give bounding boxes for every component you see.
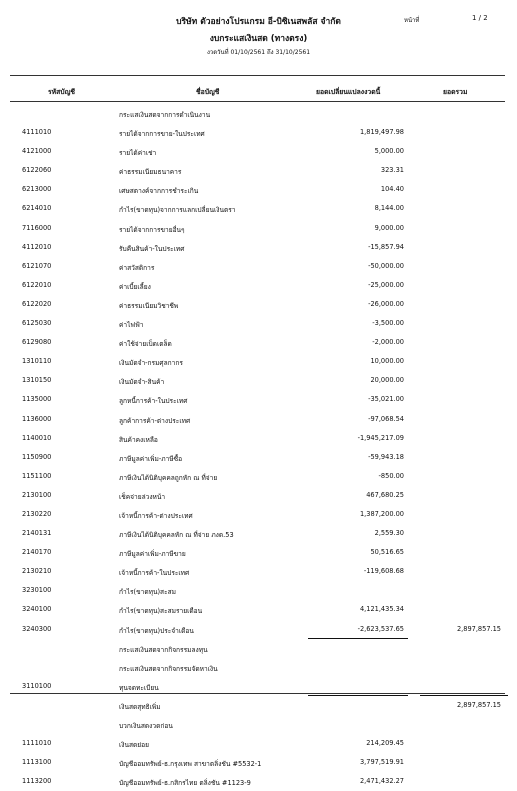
account-name: ภาษีเงินได้นิติบุคคลถูกหัก ณ ที่จ่าย bbox=[119, 473, 218, 482]
table-row bbox=[0, 467, 517, 486]
account-code: 6129080 bbox=[22, 338, 52, 347]
period-change-amount: -850.00 bbox=[378, 471, 404, 480]
period-change-amount: 1,819,497.98 bbox=[359, 128, 404, 137]
account-code: 1113100 bbox=[22, 758, 52, 767]
period-change-amount: 214,209.45 bbox=[366, 739, 404, 748]
table-row bbox=[0, 715, 517, 734]
table-row bbox=[0, 238, 517, 257]
account-code: 4111010 bbox=[22, 128, 52, 137]
account-name: กำไร(ขาดทุน)จากการแลกเปลี่ยนเงินตรา bbox=[119, 206, 236, 215]
account-name: เงินมัดจำ-สินค้า bbox=[119, 378, 165, 387]
account-name: ทุนจดทะเบียน bbox=[119, 683, 159, 692]
period-change-amount: 2,559.30 bbox=[374, 529, 404, 538]
account-code: 1113200 bbox=[22, 777, 52, 786]
account-code: 6125030 bbox=[22, 319, 52, 328]
account-code: 6213000 bbox=[22, 185, 52, 194]
account-name: รายได้จากการขาย-ในประเทศ bbox=[119, 130, 205, 139]
account-code: 1151100 bbox=[22, 471, 52, 480]
period-change-amount: -97,068.54 bbox=[368, 414, 404, 423]
table-row bbox=[0, 161, 517, 180]
table-row bbox=[0, 123, 517, 142]
table-row bbox=[0, 448, 517, 467]
account-code: 6122020 bbox=[22, 299, 52, 308]
period-change-amount: 4,121,435.34 bbox=[359, 605, 404, 614]
table-row bbox=[0, 410, 517, 429]
account-name: บวกเงินสดงวดก่อน bbox=[119, 722, 173, 730]
account-name: เงินมัดจำ-กรมศุลกากร bbox=[119, 359, 183, 368]
table-row bbox=[0, 486, 517, 505]
account-name: บัญชีออมทรัพย์-ธ.กรุงเทพ สาขาตลิ่งชัน #5532-1 bbox=[119, 760, 262, 769]
table-row bbox=[0, 276, 517, 295]
table-row bbox=[0, 543, 517, 562]
account-name: กำไร(ขาดทุน)ประจำเดือน bbox=[119, 626, 194, 635]
table-row bbox=[0, 314, 517, 333]
account-code: 3240100 bbox=[22, 605, 52, 614]
account-code: 1140010 bbox=[22, 433, 52, 442]
period-change-amount: -25,000.00 bbox=[368, 280, 404, 289]
period-change-amount: -59,943.18 bbox=[368, 452, 404, 461]
account-name: เจ้าหนี้การค้า-ต่างประเทศ bbox=[119, 511, 193, 520]
table-row bbox=[0, 696, 517, 715]
table-row bbox=[0, 734, 517, 753]
column-header-code: รหัสบัญชี bbox=[48, 88, 75, 96]
table-row bbox=[0, 658, 517, 677]
account-code: 2130210 bbox=[22, 567, 52, 576]
period-change-amount: -35,021.00 bbox=[368, 395, 404, 404]
period-change-amount: 1,387,200.00 bbox=[359, 509, 404, 518]
table-row bbox=[0, 352, 517, 371]
account-code: 1135000 bbox=[22, 395, 52, 404]
table-row bbox=[0, 180, 517, 199]
period-change-amount: 467,680.25 bbox=[366, 490, 404, 499]
report-title: งบกระแสเงินสด (ทางตรง) bbox=[209, 34, 308, 44]
account-code: 3110100 bbox=[22, 681, 52, 690]
company-name: บริษัท ตัวอย่างโปรแกรม อี-บิซิเนสพลัส จำกัด bbox=[176, 17, 341, 27]
period-change-amount: -119,608.68 bbox=[363, 567, 404, 576]
period-change-amount: -2,623,537.65 bbox=[357, 624, 404, 633]
account-name: สินค้าคงเหลือ bbox=[119, 435, 158, 444]
table-row bbox=[0, 429, 517, 448]
account-name: ค่าธรรมเนียมวิชาชีพ bbox=[119, 301, 179, 310]
account-name: ค่าสวัสดิการ bbox=[119, 263, 155, 272]
account-name: ค่าไฟฟ้า bbox=[119, 321, 144, 330]
period-change-amount: 104.40 bbox=[380, 185, 404, 194]
account-code: 1111010 bbox=[22, 739, 52, 748]
account-code: 1310110 bbox=[22, 357, 52, 366]
period-change-amount: -2,000.00 bbox=[372, 338, 404, 347]
account-name: ลูกหนี้การค้า-ในประเทศ bbox=[119, 397, 188, 406]
account-code: 3230100 bbox=[22, 586, 52, 595]
period-change-amount: -1,945,217.09 bbox=[357, 433, 404, 442]
header-bottom-rule bbox=[10, 101, 505, 102]
account-name: เศษสตางค์จากการชำระเกิน bbox=[119, 187, 199, 196]
account-name: เช็คจ่ายล่วงหน้า bbox=[119, 492, 166, 501]
account-code: 6122010 bbox=[22, 280, 52, 289]
period-change-amount: 323.31 bbox=[380, 166, 404, 175]
account-name: ค่าเบี้ยเลี้ยง bbox=[119, 282, 151, 291]
account-code: 6122060 bbox=[22, 166, 52, 175]
period-change-amount: 10,000.00 bbox=[370, 357, 404, 366]
account-code: 2140170 bbox=[22, 548, 52, 557]
account-name: เงินสดสุทธิเพิ่ม bbox=[119, 702, 161, 711]
account-name: ค่าธรรมเนียมธนาคาร bbox=[119, 168, 182, 177]
period-change-amount: 8,144.00 bbox=[374, 204, 404, 213]
period-change-amount: 9,000.00 bbox=[374, 223, 404, 232]
account-name: ภาษีมูลค่าเพิ่ม-ภาษีซื้อ bbox=[119, 454, 183, 463]
table-row bbox=[0, 104, 517, 123]
account-code: 4121000 bbox=[22, 147, 52, 156]
account-name: รับคืนสินค้า-ในประเทศ bbox=[119, 244, 185, 253]
account-code: 6214010 bbox=[22, 204, 52, 213]
period-change-amount: 2,471,432.27 bbox=[359, 777, 404, 786]
table-row bbox=[0, 257, 517, 276]
header-top-rule bbox=[10, 75, 505, 76]
table-row bbox=[0, 581, 517, 600]
account-code: 2130220 bbox=[22, 509, 52, 518]
page-label: หน้าที่ bbox=[404, 17, 420, 24]
account-name: ค่าใช้จ่ายเบ็ดเตล็ด bbox=[119, 340, 172, 349]
account-name: กระแสเงินสดจากกิจกรรมลงทุน bbox=[119, 645, 208, 654]
account-name: ลูกค้าการค้า-ต่างประเทศ bbox=[119, 416, 191, 425]
account-code: 2140131 bbox=[22, 529, 52, 538]
account-name: เงินสดย่อย bbox=[119, 741, 149, 750]
table-row bbox=[0, 753, 517, 772]
account-code: 1136000 bbox=[22, 414, 52, 423]
account-code: 6121070 bbox=[22, 261, 52, 270]
column-header-total: ยอดรวม bbox=[443, 88, 468, 96]
account-name: ภาษีเงินได้นิติบุคคลหัก ณ ที่จ่าย ภงด.53 bbox=[119, 531, 234, 540]
account-code: 1310150 bbox=[22, 376, 52, 385]
running-total: 2,897,857.15 bbox=[456, 624, 501, 633]
table-row bbox=[0, 562, 517, 581]
report-period: งวดวันที่ 01/10/2561 ถึง 31/10/2561 bbox=[206, 49, 311, 56]
table-row bbox=[0, 772, 517, 791]
account-code: 1150900 bbox=[22, 452, 52, 461]
account-name: รายได้ค่าเช่า bbox=[119, 149, 157, 158]
account-name: กำไร(ขาดทุน)สะสมรายเดือน bbox=[119, 607, 203, 616]
period-change-amount: -26,000.00 bbox=[368, 299, 404, 308]
account-name: ภาษีมูลค่าเพิ่ม-ภาษีขาย bbox=[119, 550, 186, 559]
period-change-amount: 5,000.00 bbox=[374, 147, 404, 156]
account-name: กำไร(ขาดทุน)สะสม bbox=[119, 588, 176, 597]
period-change-amount: 20,000.00 bbox=[370, 376, 404, 385]
period-change-amount: -3,500.00 bbox=[372, 319, 404, 328]
table-row bbox=[0, 199, 517, 218]
table-row bbox=[0, 620, 517, 639]
table-row bbox=[0, 371, 517, 390]
period-change-amount: 50,516.65 bbox=[370, 548, 404, 557]
page-number: 1 / 2 bbox=[472, 14, 488, 22]
table-row bbox=[0, 295, 517, 314]
period-change-amount: -15,857.94 bbox=[368, 242, 404, 251]
table-row bbox=[0, 524, 517, 543]
account-name: รายได้จากการขายอื่นๆ bbox=[119, 225, 185, 234]
account-name: กระแสเงินสดจากการดำเนินงาน bbox=[119, 111, 211, 119]
account-code: 2130100 bbox=[22, 490, 52, 499]
running-total: 2,897,857.15 bbox=[456, 700, 501, 709]
table-row bbox=[0, 142, 517, 161]
table-row bbox=[0, 390, 517, 409]
account-code: 7116000 bbox=[22, 223, 52, 232]
table-row bbox=[0, 219, 517, 238]
footer-rule bbox=[10, 693, 505, 694]
table-row bbox=[0, 333, 517, 352]
column-header-name: ชื่อบัญชี bbox=[196, 88, 220, 96]
table-row bbox=[0, 600, 517, 619]
account-name: เจ้าหนี้การค้า-ในประเทศ bbox=[119, 569, 190, 578]
account-table bbox=[0, 104, 517, 791]
period-change-amount: -50,000.00 bbox=[368, 261, 404, 270]
account-name: บัญชีออมทรัพย์-ธ.กสิกรไทย ตลิ่งชัน #1123-9 bbox=[119, 779, 251, 788]
table-row bbox=[0, 639, 517, 658]
account-code: 3240300 bbox=[22, 624, 52, 633]
column-header-change: ยอดเปลี่ยนแปลงงวดนี้ bbox=[316, 88, 381, 96]
period-change-amount: 3,797,519.91 bbox=[359, 758, 404, 767]
account-code: 4112010 bbox=[22, 242, 52, 251]
account-name: กระแสเงินสดจากกิจกรรมจัดหาเงิน bbox=[119, 664, 218, 673]
table-row bbox=[0, 505, 517, 524]
